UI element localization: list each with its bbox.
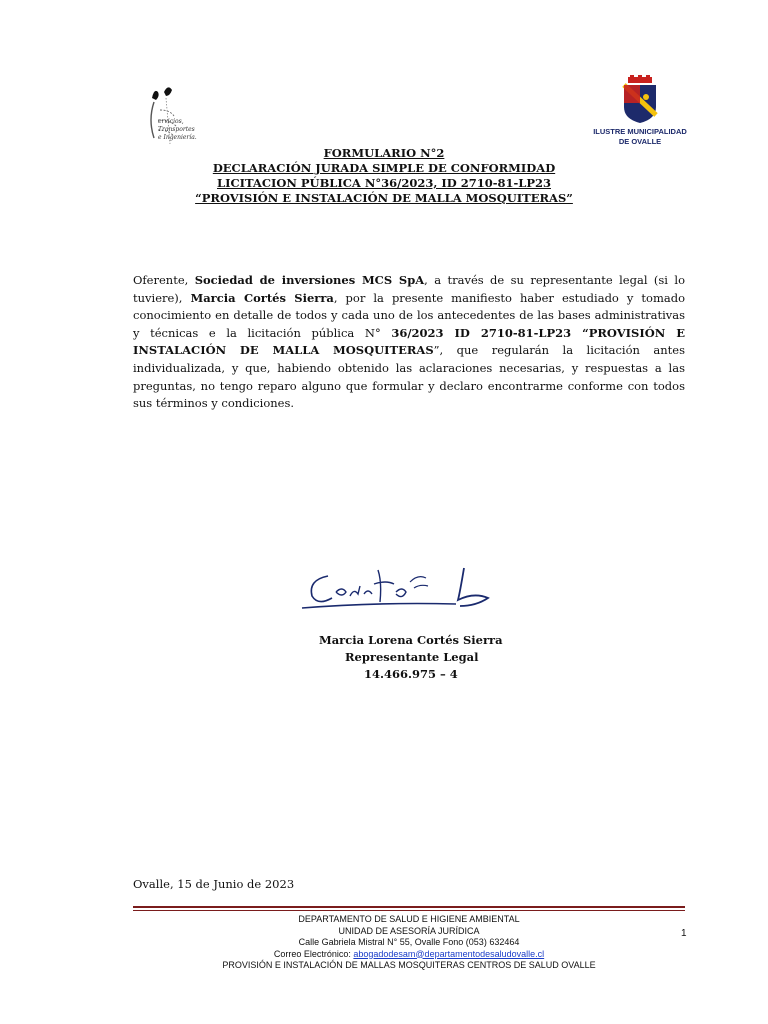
company-logo-text-2: Transportes (158, 126, 195, 133)
footer-email-line (133, 949, 685, 961)
municipality-logo (590, 75, 690, 155)
page-number: 1 (681, 928, 687, 939)
text-run: , a través de su representante legal (si lo tuviere), (133, 273, 685, 305)
handwritten-signature (298, 562, 498, 622)
tender-id: 36/2023 ID 2710-81-LP23 “PROVISIÓN E INSTALACIÓN DE MALLA MOSQUITERAS (133, 325, 685, 358)
text-run: ”, que regularán la licitación antes individualizada, y que, habiendo obtenido las aclaraciones necesarias, y respuestas a las preguntas, no tengo reparo alguno que formular y declaro encontrarme conforme con todos sus términos y condiciones. (133, 343, 686, 411)
footer-email-label: Correo Electrónico: (273, 948, 354, 959)
signer-name: Marcia Lorena Cortés Sierra (319, 633, 503, 647)
text-run: , por la presente manifiesto haber estudiado y tomado conocimiento en detalle de todos y cada uno de los antecedentes de las bases administrativas y técnicas e la licitación pública N° (133, 290, 686, 340)
declaration-paragraph (133, 272, 685, 413)
document-date: Ovalle, 15 de Junio de 2023 (133, 877, 295, 891)
municipality-name-2: DE OVALLE (618, 137, 662, 146)
company-logo-text-3: e Ingeniería. (158, 134, 197, 141)
page-footer (133, 914, 685, 972)
footer-divider (133, 910, 685, 911)
company-logo-text-1: ervicios, (158, 118, 184, 125)
tender-name: “PROVISIÓN E INSTALACIÓN DE MALLA MOSQUITERAS” (195, 191, 573, 205)
footer-divider (133, 906, 685, 908)
footer-address: Calle Gabriela Mistral N° 55, Ovalle Fono (053) 632464 (298, 937, 520, 947)
form-subtitle: DECLARACIÓN JURADA SIMPLE DE CONFORMIDAD (212, 161, 556, 175)
footer-project-name: PROVISIÓN E INSTALACIÓN DE MALLAS MOSQUITERAS CENTROS DE SALUD OVALLE (222, 960, 596, 970)
municipality-crest-icon (590, 75, 690, 125)
signer-role: Representante Legal (345, 650, 479, 664)
footer-department: DEPARTAMENTO DE SALUD E HIGIENE AMBIENTAL (298, 914, 520, 924)
signer-rut: 14.466.975 – 4 (364, 667, 458, 681)
text-run: Oferente, (133, 273, 195, 287)
tender-reference: LICITACION PÚBLICA N°36/2023, ID 2710-81-LP23 (217, 176, 551, 190)
municipality-name-1: ILUSTRE MUNICIPALIDAD (593, 127, 687, 136)
representative-name: Marcia Cortés Sierra (190, 290, 334, 305)
footer-unit: UNIDAD DE ASESORÍA JURÍDICA (338, 925, 480, 936)
form-heading (0, 146, 768, 206)
footer-email-link[interactable]: abogadodesam@departamentodesaludovalle.cl (353, 948, 545, 959)
bidder-name: Sociedad de inversiones MCS SpA (194, 273, 425, 287)
signature-icon (298, 562, 498, 622)
form-title: FORMULARIO N°2 (323, 146, 445, 160)
